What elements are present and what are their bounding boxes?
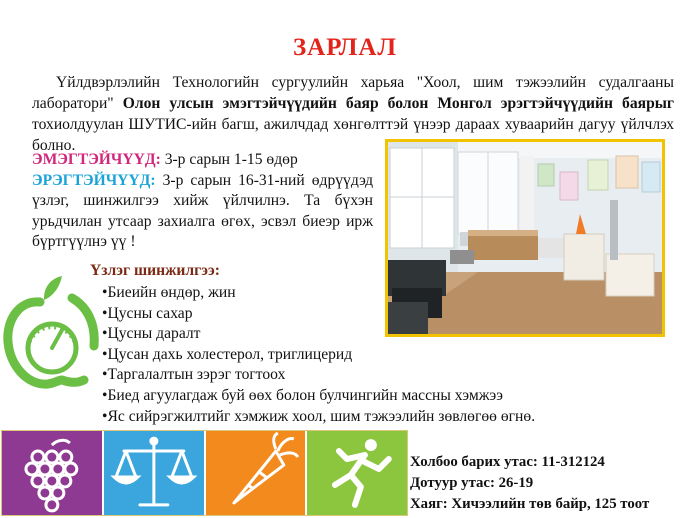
men-label: ЭРЭГТЭЙЧҮҮД:	[32, 171, 156, 189]
runner-icon	[307, 431, 407, 515]
contact-address: Хаяг: Хичээлийн төв байр, 125 тоот	[410, 496, 650, 512]
balance-tile	[104, 431, 206, 515]
grapes-icon	[2, 431, 102, 515]
runner-tile	[307, 431, 407, 515]
carrot-icon	[206, 431, 306, 515]
schedule-women	[32, 150, 373, 171]
intro-text-1: Үйлдвэрлэлийн Технологийн сургуулийн харьяа "Хоол, шим тэжээлийн судалгааны лаборатори"	[32, 74, 674, 112]
intro-text-bold: Олон улсын эмэгтэйчүүдийн баяр болон Монгол эрэгтэйчүүдийн баярыг	[122, 95, 675, 112]
list-item: • Биед агуулагдаж буй өөх болон булчингийн массны хэмжээ	[102, 386, 535, 407]
balance-scale-icon	[104, 431, 204, 515]
women-text: 3-р сарын 1-15 өдөр	[160, 151, 298, 168]
intro-text-2: тохиолдуулан ШУТИС-ийн багш, ажилчдад хөнгөлттэй үнээр дараах хуваарийн дагуу үйлчлэх болно.	[32, 116, 674, 154]
list-item: • Яс сийрэгжилтийг хэмжиж хоол, шим тэжээлийн зөвлөгөө өгнө.	[102, 407, 535, 428]
grapes-tile	[2, 431, 104, 515]
list-item: • Цусан дахь холестерол, триглицерид	[102, 345, 535, 366]
tests-list	[102, 283, 535, 427]
apple-scale-icon	[0, 270, 100, 398]
list-item: • Таргалалтын зэрэг тогтоох	[102, 365, 535, 386]
tests-title: Үзлэг шинжилгээ:	[90, 262, 220, 279]
page-title: ЗАРЛАЛ	[292, 34, 398, 61]
list-item: • Цусны сахар	[102, 304, 535, 325]
contact-internal-phone: Дотуур утас: 26-19	[410, 475, 534, 491]
list-item: • Биеийн өндөр, жин	[102, 283, 535, 304]
carrot-tile	[206, 431, 308, 515]
schedule-block	[32, 150, 373, 253]
list-item: • Цусны даралт	[102, 324, 535, 345]
schedule-men	[32, 171, 373, 253]
contact-phone: Холбоо барих утас: 11-312124	[410, 454, 605, 470]
icon-tiles	[1, 430, 408, 516]
men-text: 3-р сарын 16-31-ний өдрүүдэд үзлэг, шинжилгээ хийж үйлчилнэ. Та бүхэн урьдчилан утсаар захиалга өгөх, эсвэл биеэр ирж бүртгүүлнэ үү !	[32, 171, 373, 250]
women-label: ЭМЭГТЭЙЧҮҮД:	[32, 151, 161, 168]
contact-block	[410, 452, 649, 515]
